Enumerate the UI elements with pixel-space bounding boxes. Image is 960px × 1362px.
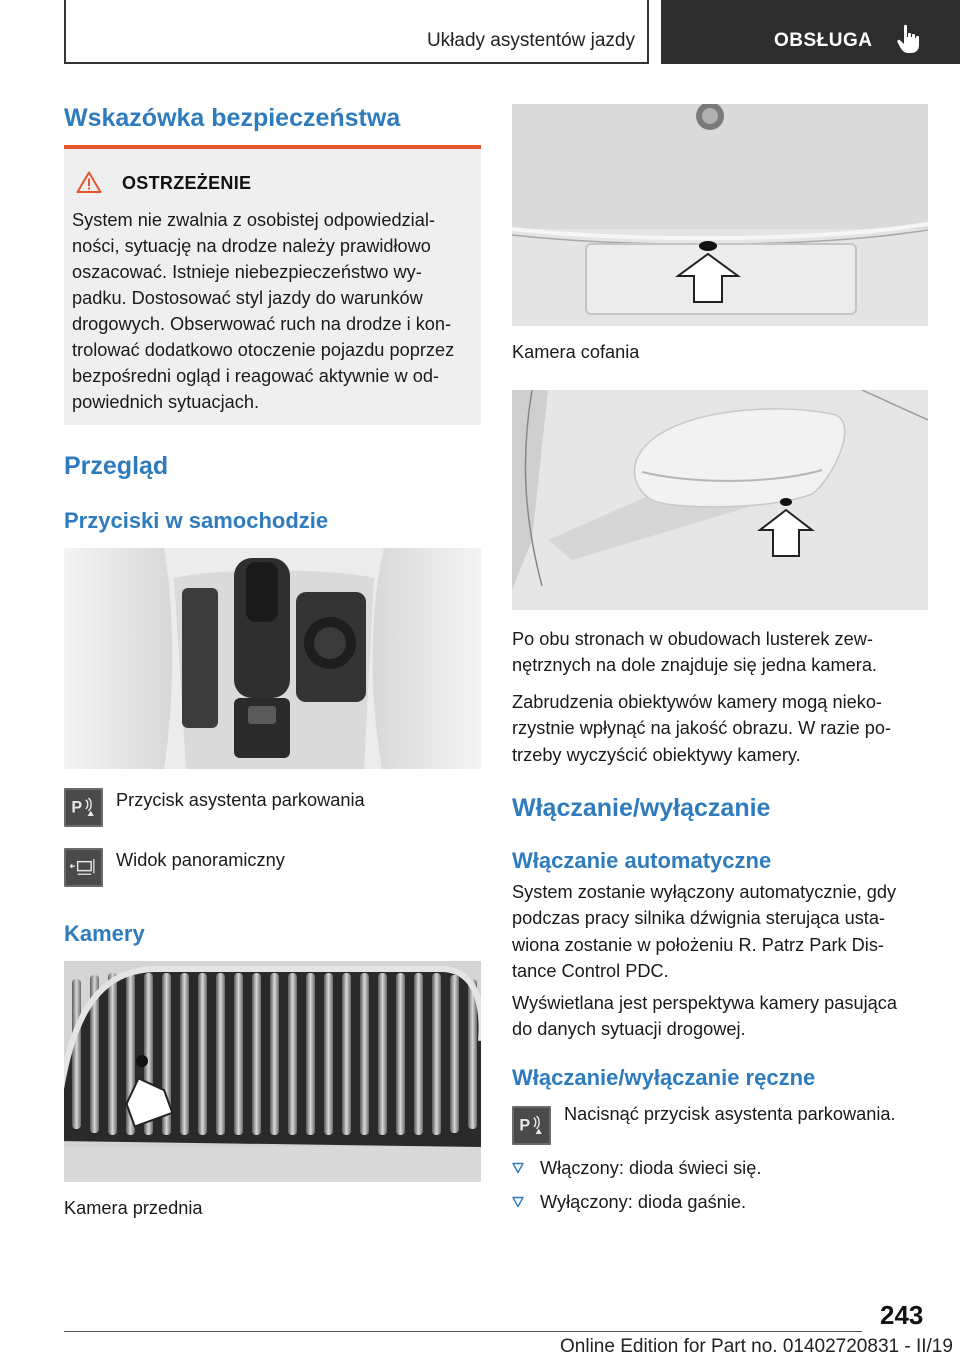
- warning-box: [64, 145, 481, 425]
- onoff-heading: Włączanie/wyłączanie: [512, 794, 771, 822]
- text-line: do danych sytuacji drogowej.: [512, 1019, 746, 1040]
- edition-text: Online Edition for Part no. 01402720831 - II/19: [560, 1336, 953, 1357]
- warning-line: trolować dodatkowo otoczenie pojazdu poprzez: [72, 340, 455, 360]
- auto-heading: Włączanie automatyczne: [512, 848, 772, 873]
- triangle-bullet-icon: [512, 1162, 524, 1174]
- overview-heading: Przegląd: [64, 452, 169, 480]
- warning-line: bezpośredni ogląd i reagować aktywnie w od-: [72, 366, 439, 386]
- warning-text: [72, 207, 472, 415]
- parking-assistant-icon: [512, 1106, 551, 1145]
- text-line: tance Control PDC.: [512, 961, 669, 982]
- text-line: Zabrudzenia obiektywów kamery mogą nieko-: [512, 692, 882, 712]
- text-line: Wyświetlana jest perspektywa kamery pasująca: [512, 993, 897, 1013]
- triangle-bullet-icon: [512, 1196, 524, 1208]
- page-number: 243: [880, 1300, 924, 1330]
- rear-camera-caption: Kamera cofania: [512, 342, 640, 362]
- text-line: podczas pracy silnika dźwignia sterująca usta-: [512, 908, 886, 929]
- bullet-text: Wyłączony: dioda gaśnie.: [540, 1192, 747, 1212]
- warning-line: ności, sytuację na drodze należy prawidłowo: [72, 236, 431, 256]
- text-line: trzeby wyczyścić obiektywy kamery.: [512, 744, 801, 765]
- section-tab: [661, 0, 960, 64]
- text-line: rzystnie wpłynąć na jakość obrazu. W razie po-: [512, 718, 892, 739]
- panorama-view-label: Widok panoramiczny: [116, 850, 285, 870]
- warning-line: drogowych. Obserwować ruch na drodze i kon-: [72, 314, 452, 334]
- svg-text:P: P: [519, 1116, 531, 1135]
- manual-instruction: Nacisnąć przycisk asystenta parkowania.: [564, 1104, 896, 1124]
- mirror-paragraph: [512, 626, 877, 679]
- chapter-header: [64, 0, 649, 64]
- perspective-paragraph: [512, 990, 897, 1043]
- warning-triangle-icon: [76, 171, 102, 193]
- text-line: Po obu stronach w obudowach lusterek zew-: [512, 629, 873, 649]
- warning-label: OSTRZEŻENIE: [122, 173, 252, 193]
- manual-heading: Włączanie/wyłączanie ręczne: [512, 1065, 816, 1090]
- buttons-heading: Przyciski w samochodzie: [64, 508, 329, 533]
- dirt-paragraph: [512, 689, 891, 768]
- bullet-text: Włączony: dioda świeci się.: [540, 1158, 762, 1178]
- safety-heading: Wskazówka bezpieczeństwa: [64, 104, 401, 132]
- svg-text:P: P: [71, 798, 83, 817]
- bullet-item: [512, 1158, 928, 1184]
- front-camera-caption: Kamera przednia: [64, 1198, 203, 1218]
- rear-camera-photo: [512, 104, 928, 326]
- footer-divider: [64, 1331, 862, 1332]
- side-mirror-photo: [512, 390, 928, 610]
- text-line: wiona zostanie w położeniu R. Patrz Park Dis-: [512, 934, 884, 955]
- cameras-heading: Kamery: [64, 921, 145, 946]
- text-line: nętrznych na dole znajduje się jedna kamera.: [512, 655, 877, 676]
- hand-pointer-icon: [897, 24, 921, 54]
- front-camera-photo: [64, 961, 481, 1182]
- text-line: System zostanie wyłączony automatycznie, gdy: [512, 882, 897, 902]
- parking-assistant-icon: [64, 788, 103, 827]
- chapter-title: Układy asystentów jazdy: [426, 30, 635, 51]
- bullet-item: [512, 1192, 928, 1218]
- auto-paragraph: [512, 879, 896, 985]
- warning-line: padku. Dostosować styl jazdy do warunków: [72, 288, 423, 308]
- warning-line: oszacować. Istnieje niebezpieczeństwo wy-: [72, 262, 422, 282]
- panorama-view-icon: [64, 848, 103, 887]
- warning-line: System nie zwalnia z osobistej odpowiedzial-: [72, 210, 435, 230]
- section-tab-label: OBSŁUGA: [774, 30, 873, 51]
- warning-line: powiednich sytuacjach.: [72, 392, 260, 412]
- parking-assistant-label: Przycisk asystenta parkowania: [116, 790, 365, 810]
- center-console-photo: [64, 548, 481, 769]
